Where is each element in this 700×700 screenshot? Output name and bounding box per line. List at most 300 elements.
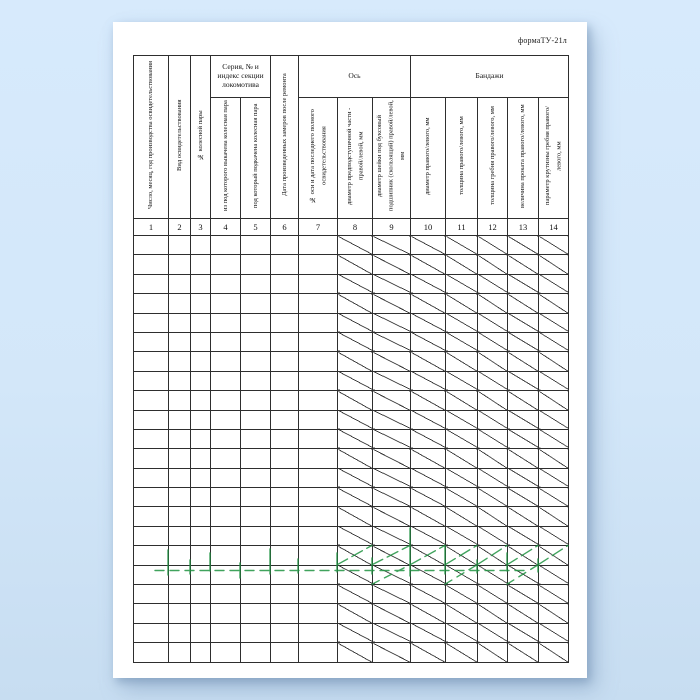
- body-cell-diagonal: [539, 274, 569, 293]
- body-cell: [241, 488, 271, 507]
- table-row: [134, 255, 569, 274]
- body-cell: [191, 526, 211, 545]
- body-cell-diagonal: [508, 371, 539, 390]
- body-cell: [211, 429, 241, 448]
- body-cell-diagonal: [411, 332, 446, 351]
- body-cell: [299, 294, 338, 313]
- column-number: 11: [446, 219, 478, 236]
- body-cell-diagonal: [539, 585, 569, 604]
- body-cell-diagonal: [373, 488, 411, 507]
- body-cell-diagonal: [539, 449, 569, 468]
- body-cell-diagonal: [539, 429, 569, 448]
- body-cell-diagonal: [338, 449, 373, 468]
- body-cell: [191, 546, 211, 565]
- column-number: 12: [478, 219, 508, 236]
- column-number: 10: [411, 219, 446, 236]
- body-cell-diagonal: [338, 488, 373, 507]
- body-cell: [241, 604, 271, 623]
- body-cell-diagonal: [411, 294, 446, 313]
- body-cell-diagonal: [539, 526, 569, 545]
- col-header-tread-wear: [508, 98, 539, 219]
- body-cell-diagonal: [411, 391, 446, 410]
- body-cell: [134, 371, 169, 390]
- body-cell-diagonal: [508, 546, 539, 565]
- body-cell: [211, 236, 241, 255]
- table-row: [134, 429, 569, 448]
- body-cell-diagonal: [446, 643, 478, 662]
- body-cell-diagonal: [539, 352, 569, 371]
- body-cell: [169, 410, 191, 429]
- col-header-label: диаметр предподступичной части - правой/левой, мм: [345, 106, 364, 205]
- body-cell: [241, 507, 271, 526]
- table-row: [134, 488, 569, 507]
- body-cell-diagonal: [411, 604, 446, 623]
- body-cell: [211, 391, 241, 410]
- body-cell-diagonal: [539, 410, 569, 429]
- body-cell: [191, 488, 211, 507]
- body-cell-diagonal: [411, 274, 446, 293]
- body-cell-diagonal: [446, 371, 478, 390]
- column-number: 13: [508, 219, 539, 236]
- body-cell: [134, 410, 169, 429]
- body-cell-diagonal: [508, 391, 539, 410]
- body-cell: [211, 352, 241, 371]
- body-cell: [134, 526, 169, 545]
- body-cell-diagonal: [373, 643, 411, 662]
- body-cell: [169, 274, 191, 293]
- body-cell-diagonal: [478, 623, 508, 642]
- body-cell-diagonal: [411, 255, 446, 274]
- body-cell: [299, 410, 338, 429]
- body-cell: [169, 294, 191, 313]
- column-number: 8: [338, 219, 373, 236]
- table-row: [134, 585, 569, 604]
- body-cell-diagonal: [446, 332, 478, 351]
- body-cell-diagonal: [508, 604, 539, 623]
- body-cell-diagonal: [446, 352, 478, 371]
- body-cell: [241, 643, 271, 662]
- body-cell: [191, 236, 211, 255]
- body-cell-diagonal: [338, 429, 373, 448]
- body-cell: [211, 604, 241, 623]
- document-page: [113, 22, 587, 678]
- body-cell: [134, 274, 169, 293]
- body-cell: [134, 565, 169, 584]
- column-number: 6: [271, 219, 299, 236]
- body-cell: [299, 332, 338, 351]
- body-cell-diagonal: [446, 546, 478, 565]
- body-cell: [271, 274, 299, 293]
- body-cell-diagonal: [508, 623, 539, 642]
- body-cell-diagonal: [373, 507, 411, 526]
- body-cell: [134, 391, 169, 410]
- body-cell-diagonal: [373, 313, 411, 332]
- body-cell-diagonal: [478, 274, 508, 293]
- column-number: 14: [539, 219, 569, 236]
- col-header-label: диаметр правого/левого, мм: [424, 116, 432, 195]
- body-cell-diagonal: [338, 526, 373, 545]
- body-cell-diagonal: [446, 488, 478, 507]
- body-cell-diagonal: [373, 255, 411, 274]
- col-header-journal-diameter: [373, 98, 411, 219]
- body-cell-diagonal: [338, 507, 373, 526]
- body-cell-diagonal: [338, 546, 373, 565]
- body-cell-diagonal: [373, 623, 411, 642]
- body-cell: [241, 391, 271, 410]
- column-numbers-row: [134, 219, 569, 236]
- body-cell: [271, 294, 299, 313]
- body-cell-diagonal: [411, 371, 446, 390]
- body-cell-diagonal: [508, 313, 539, 332]
- body-cell: [271, 449, 299, 468]
- body-cell-diagonal: [478, 546, 508, 565]
- body-cell: [134, 313, 169, 332]
- body-cell-diagonal: [508, 449, 539, 468]
- body-cell: [211, 332, 241, 351]
- body-cell: [241, 585, 271, 604]
- table-row: [134, 274, 569, 293]
- body-cell-diagonal: [539, 565, 569, 584]
- body-cell-diagonal: [373, 546, 411, 565]
- column-number: 1: [134, 219, 169, 236]
- body-cell: [169, 488, 191, 507]
- body-cell-diagonal: [508, 468, 539, 487]
- body-cell-diagonal: [338, 623, 373, 642]
- body-cell: [299, 313, 338, 332]
- col-header-label: толщина гребня правого/левого, мм: [488, 106, 496, 205]
- body-cell: [271, 352, 299, 371]
- body-cell: [191, 429, 211, 448]
- body-cell-diagonal: [411, 507, 446, 526]
- body-cell: [134, 255, 169, 274]
- table-row: [134, 410, 569, 429]
- body-cell-diagonal: [478, 371, 508, 390]
- body-cell-diagonal: [373, 332, 411, 351]
- body-cell: [271, 604, 299, 623]
- body-cell-diagonal: [539, 313, 569, 332]
- body-cell: [169, 643, 191, 662]
- body-cell-diagonal: [446, 565, 478, 584]
- body-cell: [169, 352, 191, 371]
- body-cell-diagonal: [478, 488, 508, 507]
- col-header-label: из под которого выкачена колесная пара: [221, 100, 229, 211]
- body-cell: [241, 274, 271, 293]
- body-cell-diagonal: [478, 565, 508, 584]
- body-cell: [191, 313, 211, 332]
- body-cell: [241, 294, 271, 313]
- col-header-tyre-diameter: [411, 98, 446, 219]
- table-row: [134, 294, 569, 313]
- col-header-tyre-thickness: [446, 98, 478, 219]
- body-cell: [191, 294, 211, 313]
- body-cell: [134, 488, 169, 507]
- body-cell: [211, 255, 241, 274]
- body-cell-diagonal: [338, 468, 373, 487]
- body-cell: [169, 565, 191, 584]
- body-cell: [271, 585, 299, 604]
- body-cell-diagonal: [478, 429, 508, 448]
- body-cell-diagonal: [478, 468, 508, 487]
- col-header-wheelset-number: [191, 56, 211, 219]
- body-cell-diagonal: [446, 468, 478, 487]
- body-cell: [169, 429, 191, 448]
- body-cell-diagonal: [446, 410, 478, 429]
- body-cell-diagonal: [508, 236, 539, 255]
- body-cell-diagonal: [446, 507, 478, 526]
- body-cell-diagonal: [478, 507, 508, 526]
- body-cell-diagonal: [373, 236, 411, 255]
- body-cell-diagonal: [338, 391, 373, 410]
- body-cell-diagonal: [411, 410, 446, 429]
- body-cell-diagonal: [338, 643, 373, 662]
- table-row: [134, 236, 569, 255]
- column-number: 2: [169, 219, 191, 236]
- body-cell: [169, 449, 191, 468]
- col-header-label: Дата произведенных замеров после ремонта: [280, 73, 288, 196]
- col-header-rolled-under: [241, 98, 271, 219]
- table-row: [134, 352, 569, 371]
- body-cell-diagonal: [446, 236, 478, 255]
- body-cell: [191, 352, 211, 371]
- body-cell: [134, 604, 169, 623]
- header-group-row: [134, 56, 569, 98]
- body-cell-diagonal: [373, 585, 411, 604]
- col-header-measurement-date: [271, 56, 299, 219]
- body-cell: [211, 507, 241, 526]
- group-header-locomotive-series: Серия, № и индекс секции локомотива: [211, 56, 271, 98]
- body-cell: [191, 623, 211, 642]
- body-cell-diagonal: [338, 585, 373, 604]
- body-cell: [191, 468, 211, 487]
- body-cell-diagonal: [411, 488, 446, 507]
- body-cell-diagonal: [373, 449, 411, 468]
- body-cell-diagonal: [478, 449, 508, 468]
- col-header-label: под который подкачена колесная пара: [251, 103, 259, 208]
- body-cell-diagonal: [508, 294, 539, 313]
- body-cell-diagonal: [508, 585, 539, 604]
- body-cell: [299, 643, 338, 662]
- body-cell-diagonal: [508, 565, 539, 584]
- body-cell: [271, 526, 299, 545]
- body-cell-diagonal: [373, 604, 411, 623]
- body-cell: [271, 546, 299, 565]
- table-row: [134, 313, 569, 332]
- body-cell-diagonal: [446, 313, 478, 332]
- body-cell: [134, 468, 169, 487]
- body-cell: [191, 274, 211, 293]
- body-cell-diagonal: [478, 526, 508, 545]
- body-cell-diagonal: [539, 643, 569, 662]
- col-header-label: параметр крутизны гребня правого/левого, мм: [544, 106, 563, 205]
- body-cell: [191, 604, 211, 623]
- body-cell: [241, 546, 271, 565]
- col-header-inspection-type: [169, 56, 191, 219]
- body-cell-diagonal: [411, 623, 446, 642]
- body-cell: [271, 313, 299, 332]
- body-cell-diagonal: [539, 391, 569, 410]
- body-cell: [299, 488, 338, 507]
- body-cell-diagonal: [338, 236, 373, 255]
- body-cell: [299, 236, 338, 255]
- body-cell-diagonal: [411, 429, 446, 448]
- body-cell-diagonal: [373, 352, 411, 371]
- table-row: [134, 623, 569, 642]
- body-cell: [299, 468, 338, 487]
- body-cell-diagonal: [338, 352, 373, 371]
- body-cell-diagonal: [478, 255, 508, 274]
- body-cell-diagonal: [338, 371, 373, 390]
- body-cell: [299, 255, 338, 274]
- body-cell: [134, 449, 169, 468]
- body-cell-diagonal: [478, 643, 508, 662]
- body-cell: [299, 274, 338, 293]
- body-cell: [271, 643, 299, 662]
- body-cell: [134, 507, 169, 526]
- table-row: [134, 604, 569, 623]
- body-cell-diagonal: [478, 410, 508, 429]
- col-header-rolled-out-from: [211, 98, 241, 219]
- body-cell-diagonal: [373, 274, 411, 293]
- body-cell: [211, 468, 241, 487]
- body-cell: [211, 643, 241, 662]
- body-cell-diagonal: [446, 274, 478, 293]
- col-header-label: величина проката правого/левого, мм: [519, 103, 527, 208]
- body-cell: [241, 255, 271, 274]
- body-cell-diagonal: [478, 332, 508, 351]
- body-cell: [134, 585, 169, 604]
- body-cell-diagonal: [411, 236, 446, 255]
- body-cell-diagonal: [508, 643, 539, 662]
- body-cell-diagonal: [446, 526, 478, 545]
- body-cell: [191, 371, 211, 390]
- body-cell: [241, 410, 271, 429]
- body-cell: [299, 429, 338, 448]
- body-cell: [241, 236, 271, 255]
- body-cell-diagonal: [373, 526, 411, 545]
- body-cell: [271, 410, 299, 429]
- col-header-date-of-inspection: [134, 56, 169, 219]
- body-cell-diagonal: [508, 274, 539, 293]
- body-cell: [299, 391, 338, 410]
- body-cell: [169, 313, 191, 332]
- body-cell: [169, 332, 191, 351]
- body-cell: [134, 429, 169, 448]
- body-cell: [191, 565, 211, 584]
- body-cell-diagonal: [508, 488, 539, 507]
- body-cell: [271, 391, 299, 410]
- table-row: [134, 468, 569, 487]
- body-cell: [169, 468, 191, 487]
- body-cell: [191, 410, 211, 429]
- body-cell: [134, 623, 169, 642]
- table-row: [134, 507, 569, 526]
- col-header-flange-steepness: [539, 98, 569, 219]
- group-header-tyres: Бандажи: [411, 56, 569, 98]
- body-cell: [191, 585, 211, 604]
- body-cell: [241, 352, 271, 371]
- body-cell: [271, 623, 299, 642]
- body-cell-diagonal: [539, 371, 569, 390]
- body-cell-diagonal: [508, 332, 539, 351]
- body-cell: [241, 565, 271, 584]
- body-cell-diagonal: [411, 546, 446, 565]
- form-number-label: формаТУ-21л: [517, 36, 567, 45]
- body-cell: [191, 643, 211, 662]
- body-cell-diagonal: [478, 236, 508, 255]
- body-cell: [299, 507, 338, 526]
- body-cell: [169, 371, 191, 390]
- col-header-prehub-diameter: [338, 98, 373, 219]
- body-cell: [271, 507, 299, 526]
- body-cell-diagonal: [338, 294, 373, 313]
- table-row: [134, 332, 569, 351]
- body-cell: [271, 429, 299, 448]
- table-row: [134, 371, 569, 390]
- body-cell: [299, 604, 338, 623]
- body-cell-diagonal: [539, 507, 569, 526]
- body-cell-diagonal: [373, 294, 411, 313]
- body-cell-diagonal: [446, 429, 478, 448]
- body-cell-diagonal: [478, 604, 508, 623]
- column-number: 7: [299, 219, 338, 236]
- body-cell-diagonal: [508, 429, 539, 448]
- body-cell-diagonal: [411, 352, 446, 371]
- body-cell: [299, 371, 338, 390]
- body-cell: [169, 623, 191, 642]
- body-cell-diagonal: [539, 546, 569, 565]
- body-cell-diagonal: [411, 585, 446, 604]
- body-cell-diagonal: [373, 429, 411, 448]
- body-cell: [299, 565, 338, 584]
- body-cell: [211, 546, 241, 565]
- body-cell-diagonal: [478, 294, 508, 313]
- body-cell: [299, 352, 338, 371]
- body-cell-diagonal: [411, 468, 446, 487]
- body-cell-diagonal: [338, 332, 373, 351]
- body-cell: [241, 526, 271, 545]
- body-cell-diagonal: [539, 468, 569, 487]
- body-cell-diagonal: [508, 352, 539, 371]
- col-header-axle-number-full-inspection: [299, 98, 338, 219]
- body-cell: [134, 332, 169, 351]
- body-cell-diagonal: [446, 294, 478, 313]
- col-header-label: толщина правого/левого, мм: [457, 116, 465, 195]
- body-cell: [241, 332, 271, 351]
- body-cell-diagonal: [373, 410, 411, 429]
- col-header-label: № колесной пары: [196, 109, 204, 160]
- body-cell-diagonal: [539, 255, 569, 274]
- body-cell: [211, 410, 241, 429]
- body-cell-diagonal: [539, 604, 569, 623]
- body-cell: [134, 546, 169, 565]
- body-cell-diagonal: [373, 468, 411, 487]
- body-cell: [241, 449, 271, 468]
- body-cell-diagonal: [508, 410, 539, 429]
- body-cell: [169, 507, 191, 526]
- body-cell: [169, 236, 191, 255]
- col-header-label: диаметр шейки под буксовый подшипник (скользящий) правой/левой, мм: [376, 100, 407, 211]
- body-cell-diagonal: [338, 274, 373, 293]
- body-cell-diagonal: [338, 604, 373, 623]
- body-cell: [134, 294, 169, 313]
- body-cell: [191, 507, 211, 526]
- body-cell-diagonal: [338, 255, 373, 274]
- body-cell: [169, 546, 191, 565]
- body-cell: [169, 585, 191, 604]
- body-cell: [191, 332, 211, 351]
- table-row: [134, 565, 569, 584]
- body-cell: [299, 449, 338, 468]
